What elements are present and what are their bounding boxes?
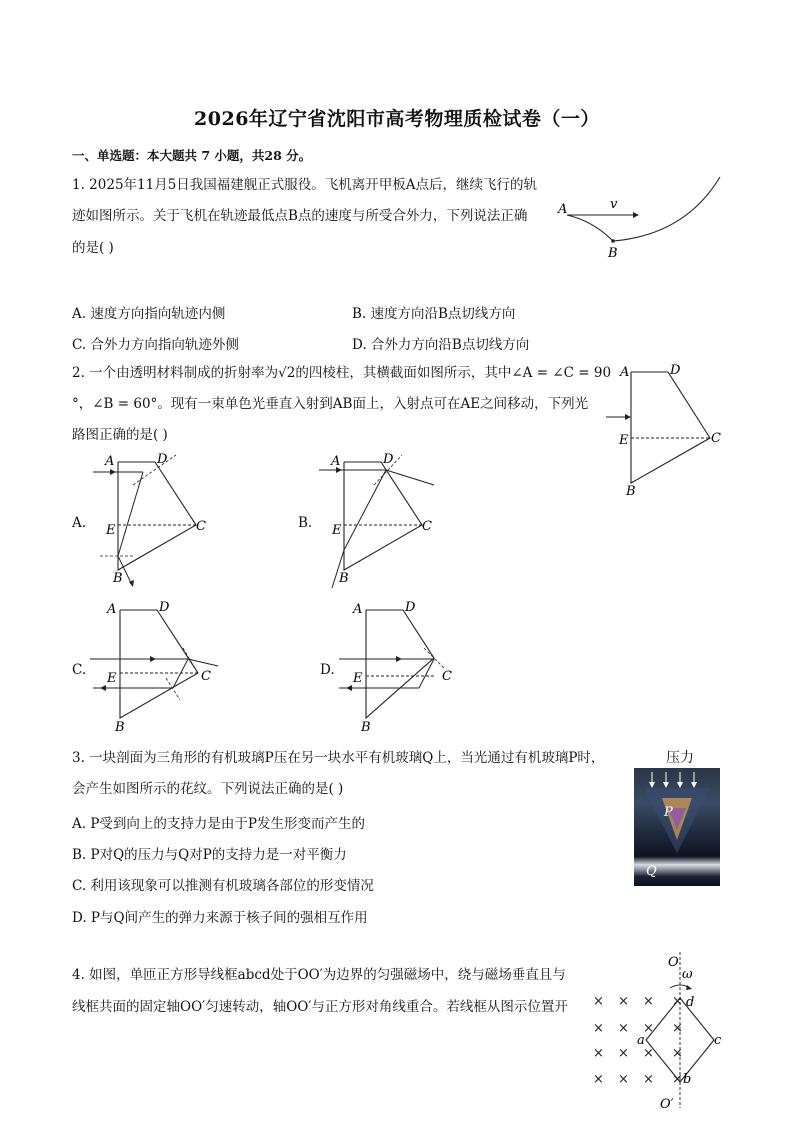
q3-option-a[interactable]: A. P受到向上的支持力是由于P发生形变而产生的 [72,816,365,832]
q3-pressure-label: 压力 [666,750,694,766]
q2-label-c: C [711,431,721,446]
q2-option-a[interactable]: A. [72,515,87,531]
q1-label-v: v [610,197,618,212]
q4-cross: × [643,1021,654,1036]
q4-cross: × [618,1021,629,1036]
q2-option-c[interactable]: C. [72,662,87,678]
qb-label-e: E [332,523,342,538]
q2-line-3: 路图正确的是( ) [72,427,168,443]
q4-cross: × [643,994,654,1009]
q4-line-1: 4. 如图，单匝正方形导线框abcd处于OO′为边界的匀强磁场中，绕与磁场垂直且与 [72,967,566,983]
q4-label-o: O [668,955,679,970]
q3-photo-overlay [634,768,720,886]
q3-option-c[interactable]: C. 利用该现象可以推测有机玻璃各部位的形变情况 [72,878,374,894]
q4-cross: × [593,1072,604,1087]
q1-trajectory-figure [555,175,725,265]
q4-magnetic-field-figure [588,948,738,1113]
qa-label-b: B [113,571,123,586]
q2-label-b: B [626,484,636,499]
q4-cross: × [618,1046,629,1061]
q4-label-omega: ω [682,967,693,982]
q1-label-b: B [608,246,618,261]
q4-cross: × [643,1046,654,1061]
q3-photo-label-q: Q [646,864,657,879]
q3-photo-label-p: P [664,805,673,820]
q4-line-2: 线框共面的固定轴OO′匀速转动，轴OO′与正方形对角线重合。若线框从图示位置开 [72,999,568,1015]
q2-label-d: D [670,363,681,378]
q1-option-c[interactable]: C. 合外力方向指向轨迹外侧 [72,337,239,353]
q4-label-d: d [686,995,695,1010]
qc-label-a: A [107,602,117,617]
section-heading: 一、单选题：本大题共 7 小题，共28 分。 [72,148,312,163]
qd-label-e: E [353,671,363,686]
q3-line-2: 会产生如图所示的花纹。下列说法正确的是( ) [72,781,344,797]
q4-label-c: c [714,1033,722,1048]
qd-label-a: A [353,602,363,617]
q4-cross: × [672,994,683,1009]
q4-cross: × [672,1046,683,1061]
q2-option-d-figure [334,598,459,738]
qa-label-c: C [196,519,206,534]
q2-option-c-figure [88,598,223,738]
exam-title: 2026年辽宁省沈阳市高考物理质检试卷（一） [194,108,600,130]
qd-label-d: D [405,600,416,615]
q4-cross: × [593,994,604,1009]
q1-line-2: 迹如图所示。关于飞机在轨迹最低点B点的速度与所受合外力，下列说法正确 [72,208,528,224]
q1-option-b[interactable]: B. 速度方向沿B点切线方向 [352,306,516,322]
qc-label-d: D [159,600,170,615]
qa-label-e: E [106,523,116,538]
qc-label-e: E [107,671,117,686]
q4-label-o-prime: O′ [660,1097,674,1112]
q4-label-a: a [637,1033,645,1048]
q4-cross: × [618,994,629,1009]
qc-label-b: B [115,720,125,735]
q4-cross: × [618,1072,629,1087]
q4-cross: × [672,1072,683,1087]
q3-option-d[interactable]: D. P与Q间产生的弹力来源于核子间的强相互作用 [72,910,368,926]
q2-label-e: E [619,433,629,448]
qa-label-a: A [105,454,115,469]
q4-cross: × [593,1046,604,1061]
q1-line-3: 的是( ) [72,240,114,256]
qa-label-d: D [157,452,168,467]
q2-line-2: °，∠B = 60°。现有一束单色光垂直入射到AB面上，入射点可在AE之间移动，下列光 [72,396,589,412]
qb-label-d: D [383,452,394,467]
q2-option-b[interactable]: B. [298,515,313,531]
q1-label-a: A [558,202,568,217]
qd-label-b: B [361,720,371,735]
q2-option-b-figure [314,450,439,590]
q2-prism-figure [600,360,730,500]
q2-line-1: 2. 一个由透明材料制成的折射率为√2的四棱柱，其横截面如图所示，其中∠A = ∠C = 90 [72,365,612,381]
q3-line-1: 3. 一块剖面为三角形的有机玻璃P压在另一块水平有机玻璃Q上，当光通过有机玻璃P时， [72,750,605,766]
q3-option-b[interactable]: B. P对Q的压力与Q对P的支持力是一对平衡力 [72,847,347,863]
qb-label-c: C [422,519,432,534]
q2-option-d[interactable]: D. [320,662,335,678]
q4-cross: × [593,1021,604,1036]
q4-cross: × [643,1072,654,1087]
q1-option-d[interactable]: D. 合外力方向沿B点切线方向 [352,337,530,353]
qc-label-c: C [201,669,211,684]
qb-label-b: B [339,571,349,586]
q2-label-a: A [620,365,630,380]
q1-line-1: 1. 2025年11月5日我国福建舰正式服役。飞机离开甲板A点后，继续飞行的轨 [72,177,538,193]
q1-option-a[interactable]: A. 速度方向指向轨迹内侧 [72,306,226,322]
q4-label-b: b [683,1072,692,1087]
q2-option-a-figure [88,450,206,590]
q4-cross: × [672,1021,683,1036]
qb-label-a: A [331,454,341,469]
qd-label-c: C [442,669,452,684]
